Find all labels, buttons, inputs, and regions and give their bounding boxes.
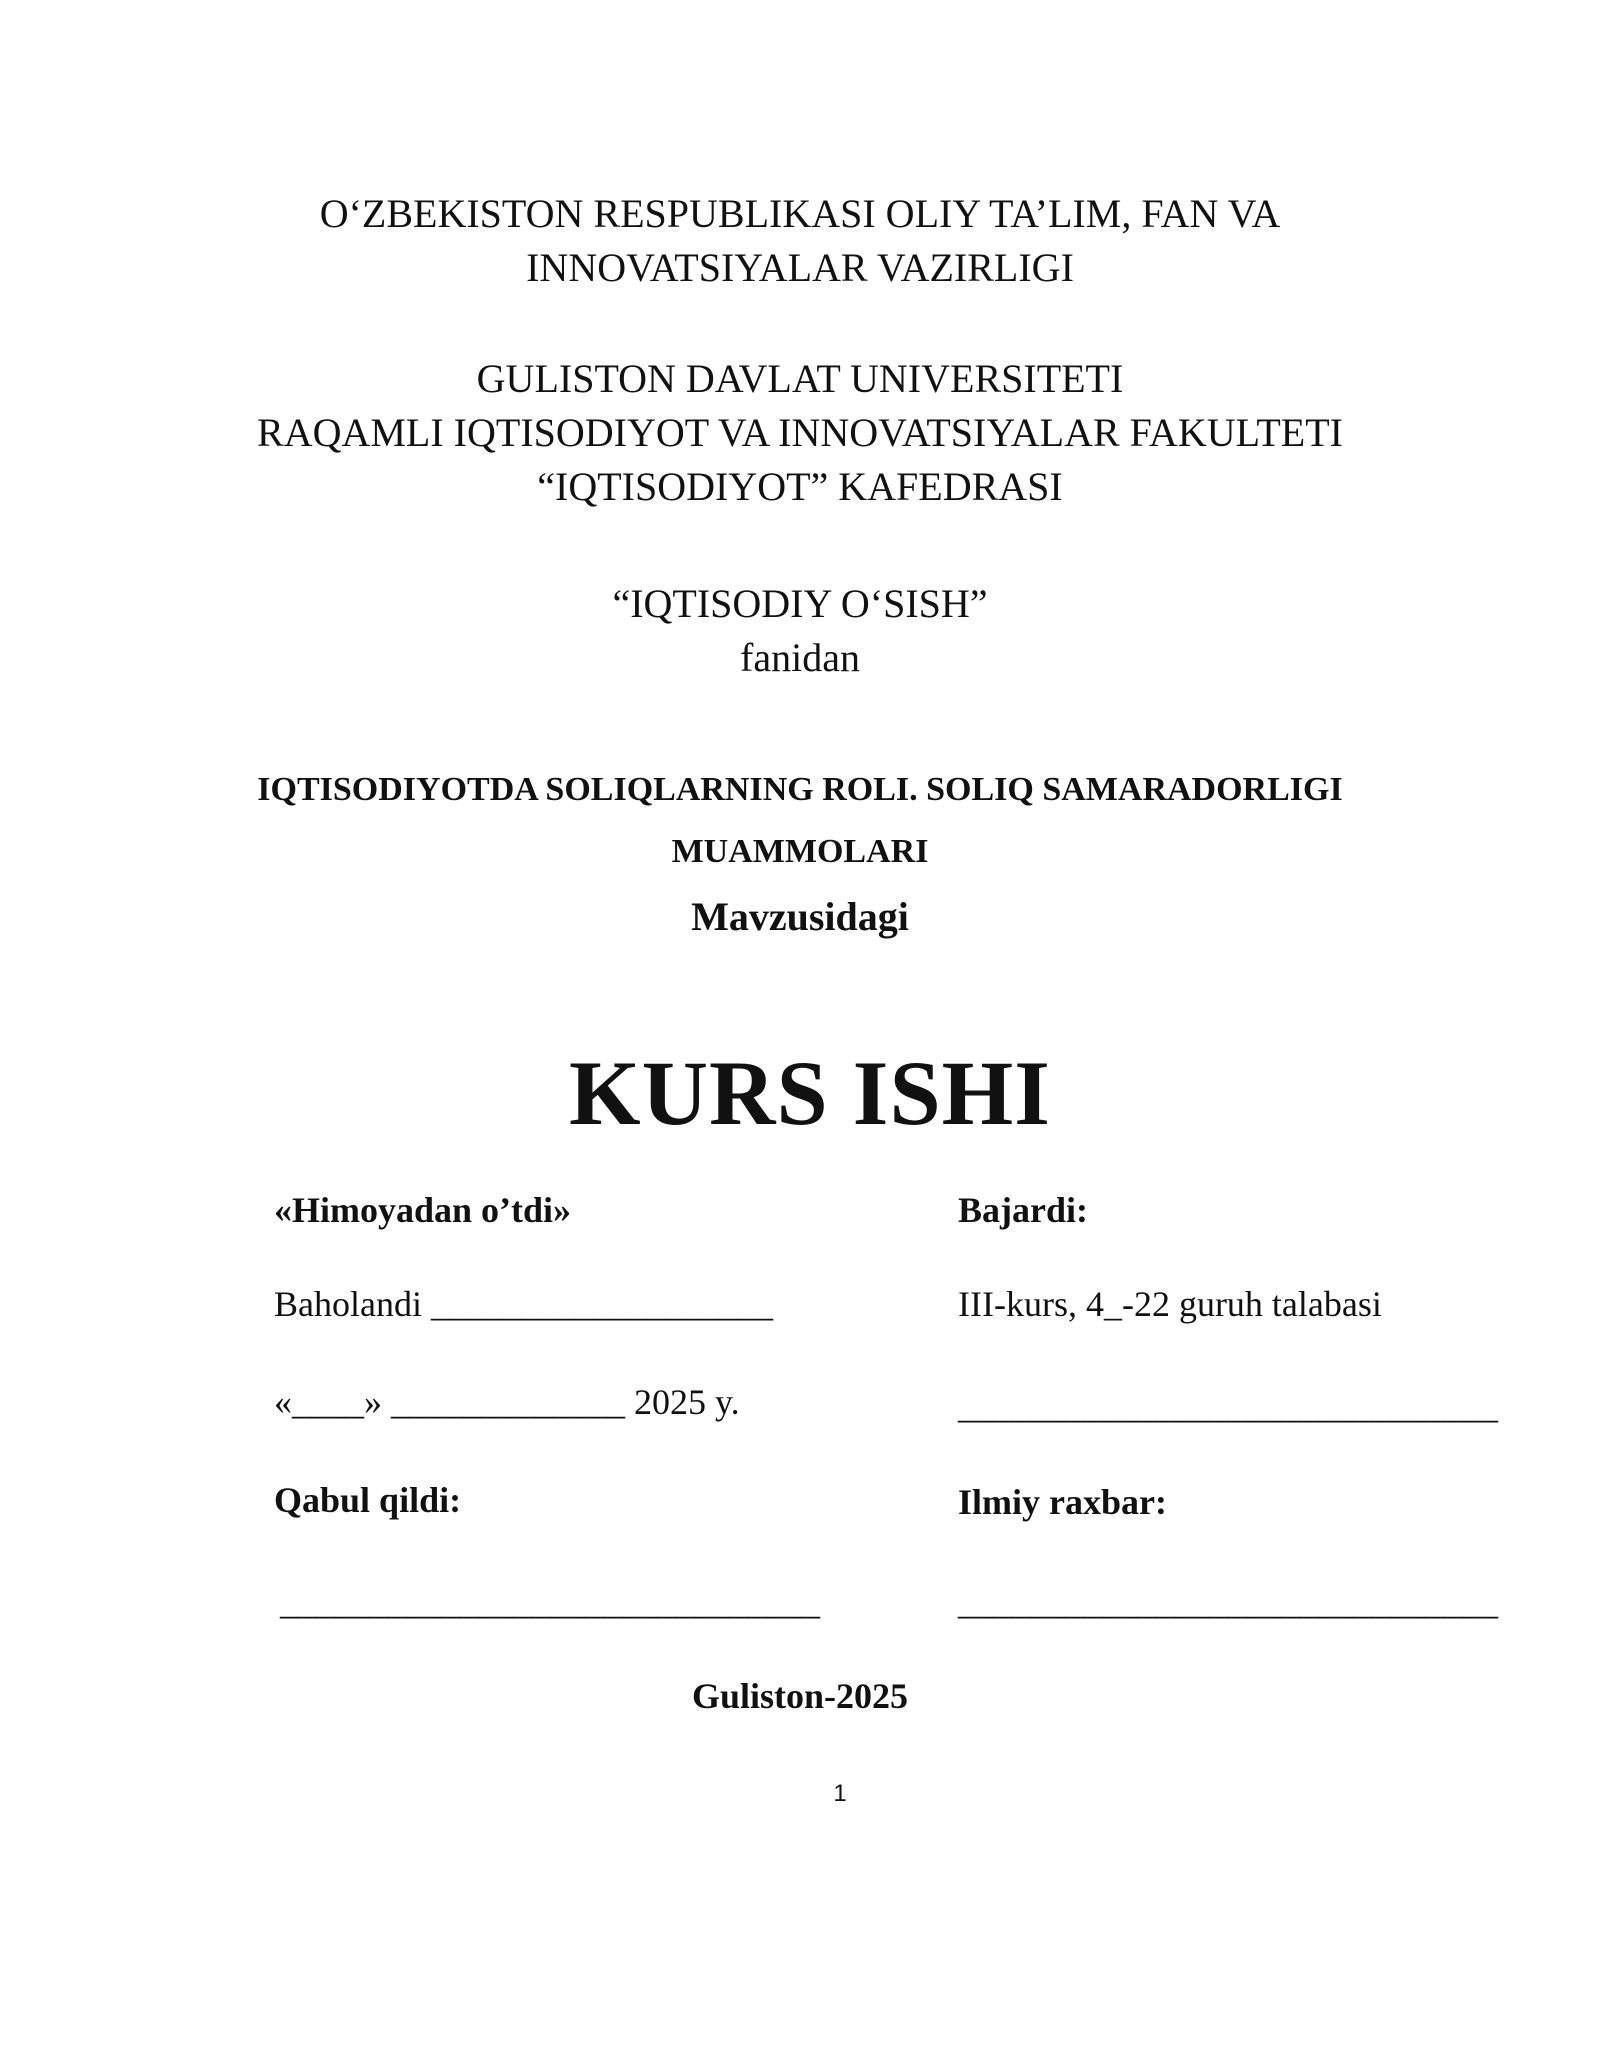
topic-line-1: IQTISODIYOTDA SOLIQLARNING ROLI. SOLIQ SAMARADORLIGI xyxy=(257,771,1343,808)
topic-label: Mavzusidagi xyxy=(691,894,909,939)
date-line: «____» _____________ 2025 y. xyxy=(274,1382,740,1422)
supervisor-label: Ilmiy raxbar: xyxy=(958,1482,1167,1522)
page-number: 1 xyxy=(833,1780,847,1807)
ministry-line-1: O‘ZBEKISTON RESPUBLIKASI OLIY TA’LIM, FAN VA xyxy=(319,191,1281,236)
supervisor-signature-line: ______________________________ xyxy=(958,1582,1498,1622)
defense-label: «Himoyadan o’tdi» xyxy=(274,1190,572,1230)
done-label: Bajardi: xyxy=(958,1190,1088,1230)
graded-line: Baholandi ___________________ xyxy=(274,1284,773,1324)
subject-suffix: fanidan xyxy=(740,635,860,680)
accepted-signature-line: ______________________________ xyxy=(280,1582,820,1622)
university-name: GULISTON DAVLAT UNIVERSITETI xyxy=(476,356,1124,401)
student-info: III-kurs, 4_-22 guruh talabasi xyxy=(958,1284,1382,1324)
ministry-line-2: INNOVATSIYALAR VAZIRLIGI xyxy=(526,245,1074,290)
accepted-label: Qabul qildi: xyxy=(274,1480,462,1520)
department-name: “IQTISODIYOT” KAFEDRASI xyxy=(537,464,1063,509)
topic-line-2: MUAMMOLARI xyxy=(671,833,929,870)
faculty-name: RAQAMLI IQTISODIYOT VA INNOVATSIYALAR FAKULTETI xyxy=(257,410,1343,455)
student-name-line: ______________________________ xyxy=(958,1386,1498,1426)
work-type-title: KURS ISHI xyxy=(569,1042,1051,1144)
subject-name: “IQTISODIY O‘SISH” xyxy=(612,581,988,626)
city-year: Guliston-2025 xyxy=(691,1676,909,1716)
